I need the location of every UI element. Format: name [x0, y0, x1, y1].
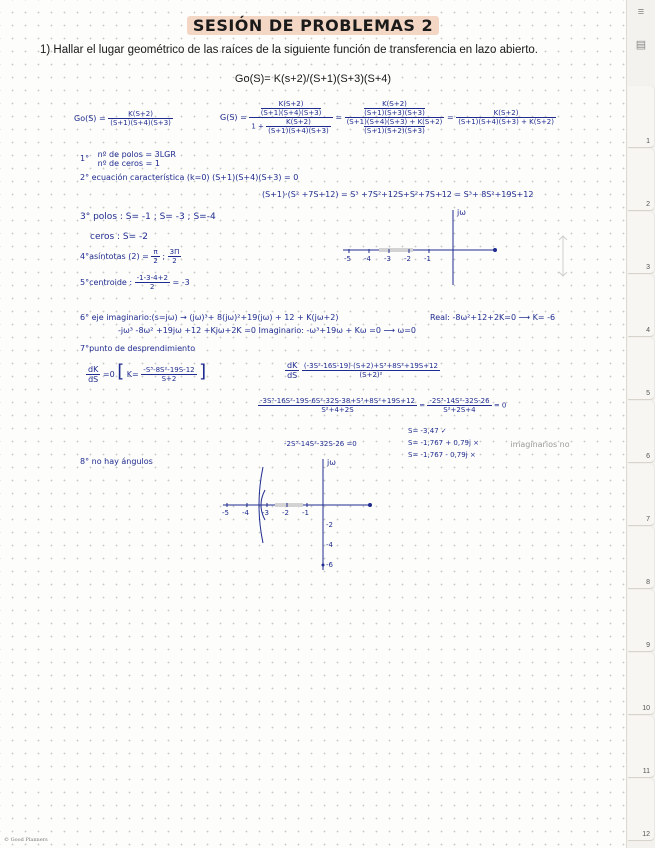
mid-den-block	[345, 118, 445, 135]
scroll-hint	[553, 232, 573, 282]
derivative-fraction	[302, 362, 440, 379]
g-numerator-den: (S+1)(S+4)(S+3)	[260, 109, 322, 117]
tab-3[interactable]: 3	[628, 212, 654, 274]
last-num: K(S+2)	[456, 109, 556, 118]
step-8: 8° no hay ángulos	[80, 457, 153, 466]
dk-ds-fraction	[86, 365, 100, 384]
notes-icon[interactable]: ▤	[635, 39, 647, 51]
plot2-bottom-dot	[322, 564, 325, 567]
plot2-locus-segment	[275, 503, 303, 507]
plot2-tick-label: -5	[222, 509, 229, 517]
scroll-hint-arrows	[559, 236, 567, 276]
plot2-tick-label: -4	[242, 509, 249, 517]
g-den-inner-den: (S+1)(S+4)(S+3)	[268, 127, 329, 135]
k-den: S+2	[161, 375, 177, 383]
k-equals: K=	[126, 370, 139, 379]
step-3-zeros: ceros : S= -2	[90, 232, 149, 242]
plot2-y-tick-label: -6	[326, 561, 333, 569]
tab-10[interactable]: 10	[628, 653, 654, 715]
mid-num-den: (S+1)(S+3)(S+3)	[364, 109, 425, 117]
plot2-arrow-dot	[368, 503, 372, 507]
step-7: 7°punto de desprendimiento	[80, 344, 196, 353]
simplified-fraction	[258, 397, 417, 414]
dk: dK	[88, 365, 99, 374]
right-brace: ]	[199, 361, 207, 382]
plot1-tick-label: -5	[344, 255, 351, 263]
result-den: S²+2S+4	[443, 406, 476, 414]
step-1-lines	[98, 150, 176, 168]
ds-2: dS	[287, 371, 298, 380]
g-closed-loop	[220, 100, 556, 135]
imaginary-note: imaginarios no	[510, 440, 570, 449]
page-title	[0, 16, 626, 35]
step-1-number: 1°	[80, 154, 90, 163]
simplified-den: S²+4+2S	[321, 406, 354, 414]
centroid-num: -1-3-4+2	[136, 274, 168, 282]
ds: dS	[88, 375, 99, 384]
plot2-axis-label: jω	[327, 458, 336, 467]
roots-list	[408, 425, 479, 461]
tab-11[interactable]: 11	[628, 716, 654, 778]
step-7-derivative	[285, 361, 440, 380]
asymptote-2-den: 2	[172, 257, 177, 265]
mid-num: K(S+2)	[382, 100, 407, 108]
tab-9[interactable]: 9	[628, 590, 654, 652]
plot1-locus-segment	[379, 248, 413, 252]
derivative-num: (-3S²-16S-19)·(S+2)+S³+8S²+19S+12	[303, 362, 438, 370]
asymptote-1-num: π	[151, 248, 159, 257]
centroid-den: 2	[150, 283, 155, 291]
tab-5[interactable]: 5	[628, 338, 654, 400]
result-num: -2S³-14S²-32S-26	[429, 397, 490, 405]
menu-icon[interactable]: ≡	[637, 6, 645, 18]
plot1-tick-label: -2	[404, 255, 411, 263]
plot2-y-tick-label: -2	[326, 521, 333, 529]
result-fraction	[427, 397, 491, 414]
plot1-axis-label: jω	[457, 208, 466, 217]
g-den-inner-num: K(S+2)	[266, 118, 331, 127]
plot1-tick-label: -1	[424, 255, 431, 263]
transfer-function: Go(S)= K(s+2)/(S+1)(S+3)(S+4)	[234, 73, 392, 85]
plot2-y-tick-label: -4	[326, 541, 333, 549]
footer-brand: © Good Planners	[4, 837, 48, 843]
g-denominator-block	[249, 118, 332, 135]
g-den-inner	[266, 118, 331, 135]
step-6: 6° eje imaginario:(s=jω) → (jω)³+ 8(jω)²+19(jω) + 12 + K(jω+2)	[80, 313, 339, 322]
cubic-equation: -2S³-14S²-32S-26 =0	[284, 440, 357, 448]
g-last-fraction	[456, 109, 556, 126]
g-lhs: G(S) =	[220, 113, 247, 122]
centroid-fraction	[135, 274, 170, 291]
asymptote-separator: ;	[162, 252, 166, 261]
mid-den-den: (S+1)(S+2)(S+3)	[364, 127, 425, 135]
go-fraction	[108, 110, 173, 127]
asymptotes-label: 4°asíntotas (2) =	[80, 252, 149, 261]
go-numerator: K(S+2)	[108, 110, 173, 119]
k-fraction	[141, 366, 196, 383]
tab-6[interactable]: 6	[628, 401, 654, 463]
root-2: S= -1,767 + 0,79j ×	[408, 439, 480, 447]
go-lhs: Go(S) =	[74, 114, 106, 123]
mid-num-block	[345, 100, 445, 118]
plot1-tick-label: -4	[364, 255, 371, 263]
g-numerator-block	[249, 100, 332, 118]
g-numerator: K(S+2)	[278, 100, 304, 108]
centroid-label: 5°centroide :	[80, 278, 133, 287]
tab-7[interactable]: 7	[628, 464, 654, 526]
plot1-tick-label: -3	[384, 255, 391, 263]
step-2-expansion: (S+1)·(S² +7S+12) = S³ +7S²+12S+S²+7S+12 = S³+ 8S²+19S+12	[262, 190, 534, 199]
dk-ds-fraction-2	[285, 361, 299, 380]
step-6-real: Real: -8ω²+12+2K=0 ⟶ K= -6	[430, 313, 556, 322]
g-fraction	[249, 100, 332, 135]
asymptote-2-num: 3Π	[169, 248, 180, 256]
step-2: 2° ecuación característica (k=0) (S+1)(S+4)(S+3) = 0	[80, 173, 299, 182]
plot1-arrow-dot	[493, 248, 497, 252]
plot2-tick-labels	[222, 503, 334, 569]
eq-sign-1: =	[335, 113, 343, 122]
tab-4[interactable]: 4	[628, 275, 654, 337]
root-1: S= -3,47 ✓	[408, 427, 447, 435]
tab-8[interactable]: 8	[628, 527, 654, 589]
tab-2[interactable]: 2	[628, 149, 654, 211]
step-7-simplified: $\frac{\text{-3S³-16S²-19S-6S²-32S-38+S³+8S²+19S+12}}{\text{S²+4+2S}}$ = $\frac{\text{-2S³-14S²-32S-26}}{\text{S²+2S+4}}$ = 0	[260, 397, 507, 414]
result-eq-zero: = 0	[493, 401, 507, 410]
g-den-one: 1 +	[251, 122, 264, 131]
step-5	[80, 274, 190, 291]
asymptote-2	[168, 248, 182, 265]
step-1	[80, 150, 176, 168]
go-expression	[74, 110, 173, 127]
simplified-num: -3S³-16S²-19S-6S²-32S-38+S³+8S²+19S+12	[260, 397, 415, 405]
root-plot-2	[215, 455, 385, 575]
centroid-result: = -3	[172, 278, 190, 287]
root-3: S= -1,767 - 0,79j ×	[408, 451, 476, 459]
step-3-poles: 3° polos : S= -1 ; S= -3 ; S=-4	[80, 212, 216, 222]
k-num: -S³-8S²-19S-12	[143, 366, 195, 374]
step-7-condition	[86, 361, 206, 384]
tab-12[interactable]: 12	[628, 779, 654, 841]
eq-sign-2: =	[446, 113, 454, 122]
go-denominator: (S+1)(S+4)(S+3)	[110, 119, 171, 127]
zeros-count: nº de ceros = 1	[97, 159, 160, 168]
tab-1[interactable]: 1	[628, 86, 654, 148]
step-6-expansion: -jω³ -8ω² +19jω +12 +Kjω+2K =0 Imaginario: -ω³+19ω + Kω =0 ⟶ ω=0	[118, 326, 417, 335]
dk-2: dK	[287, 361, 298, 370]
plot2-tick-label: -3	[262, 509, 269, 517]
asymptote-1-den: 2	[153, 257, 158, 265]
plot2-tick-label: -2	[282, 509, 289, 517]
title-highlight: SESIÓN DE PROBLEMAS 2	[187, 16, 439, 35]
root-plot-1	[335, 205, 515, 290]
plot2-tick-label: -1	[302, 509, 309, 517]
g-mid-fraction	[345, 100, 445, 135]
mid-den: (S+1)(S+4)(S+3) + K(S+2)	[346, 118, 443, 126]
problem-statement: 1) Hallar el lugar geométrico de las raíces de la siguiente función de transferencia en lazo abierto.	[40, 44, 538, 56]
asymptote-1	[151, 248, 159, 265]
left-brace: [	[117, 361, 125, 382]
last-den: (S+1)(S+4)(S+3) + K(S+2)	[458, 118, 554, 126]
section-tabs	[626, 0, 655, 848]
equals-zero: =0	[102, 370, 115, 379]
derivative-den: (S+2)²	[359, 371, 383, 379]
step-4	[80, 248, 181, 265]
poles-count: nº de polos = 3LGR	[97, 150, 176, 159]
